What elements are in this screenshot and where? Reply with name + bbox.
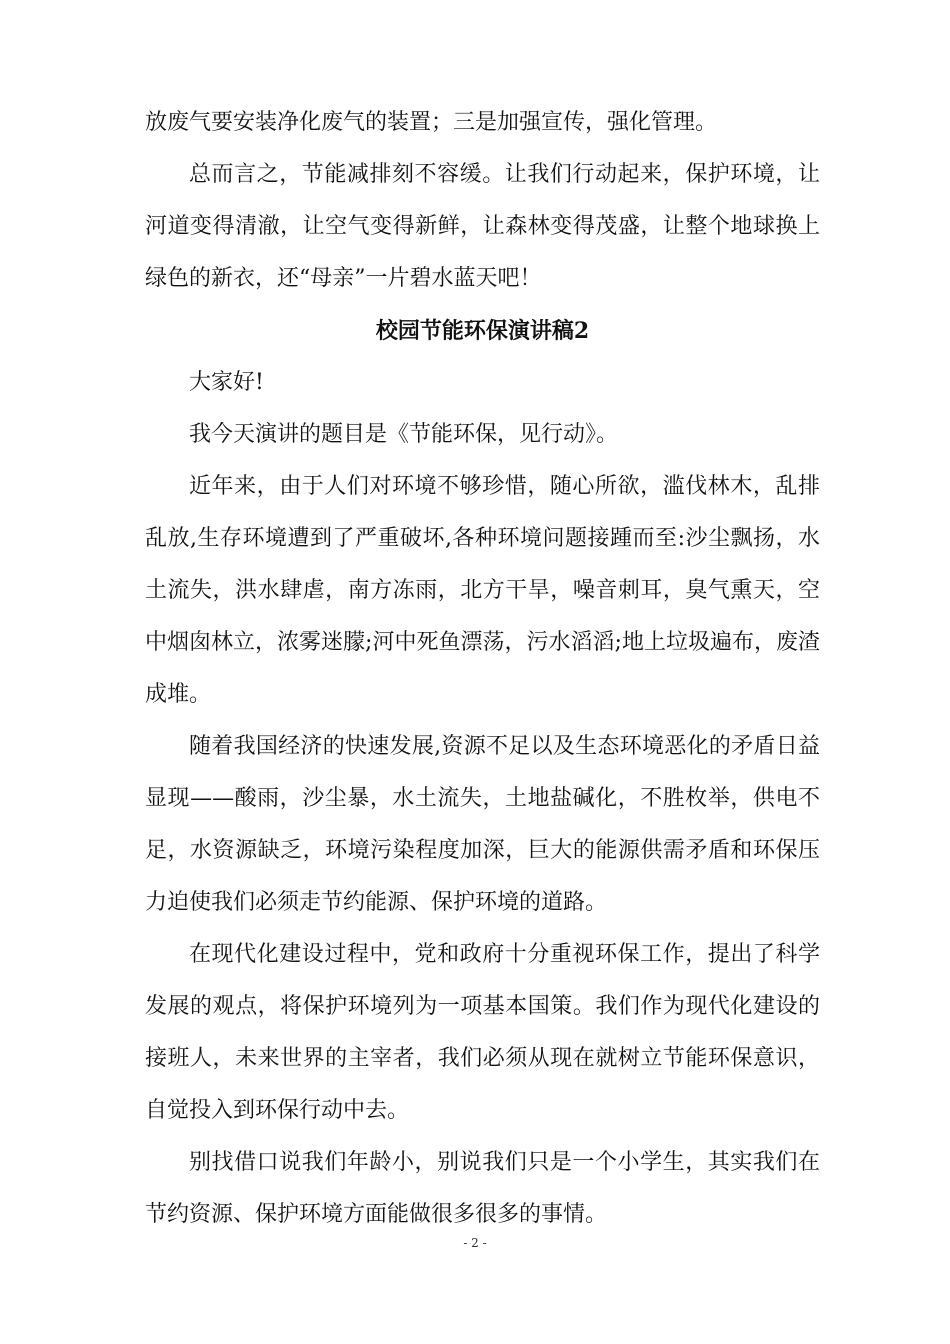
paragraph-conclusion: 总而言之，节能减排刻不容缓。让我们行动起来，保护环境，让河道变得清澈，让空气变得新鲜，让森林变得茂盛，让整个地球换上绿色的新衣，还“母亲”一片碧水蓝天吧！	[145, 162, 820, 291]
page-number: - 2 -	[463, 1236, 487, 1250]
paragraph-action: 别找借口说我们年龄小，别说我们只是一个小学生，其实我们在节约资源、保护环境方面能做很多很多的事情。	[145, 1150, 820, 1227]
document-body	[145, 97, 820, 1241]
paragraph-development: 随着我国经济的快速发展,资源不足以及生态环境恶化的矛盾日益显现——酸雨，沙尘暴，水土流失，土地盐碱化，不胜枚举，供电不足，水资源缺乏，环境污染程度加深，巨大的能源供需矛盾和环保压力迫使我们必须走节约能源、保护环境的道路。	[145, 734, 820, 915]
paragraph-policy: 在现代化建设过程中，党和政府十分重视环保工作，提出了科学发展的观点，将保护环境列为一项基本国策。我们作为现代化建设的接班人，未来世界的主宰者，我们必须从现在就树立节能环保意识，自觉投入到环保行动中去。	[145, 942, 820, 1123]
paragraph-problems: 近年来，由于人们对环境不够珍惜，随心所欲，滥伐林木，乱排乱放,生存环境遭到了严重破坏,各种环境问题接踵而至:沙尘飘扬，水土流失，洪水肆虐，南方冻雨，北方干旱，噪音刺耳，臭气熏天，空中烟囱林立，浓雾迷朦;河中死鱼漂荡，污水滔滔;地上垃圾遍布，废渣成堆。	[145, 474, 820, 707]
paragraph-continuation: 放废气要安装净化废气的装置；三是加强宣传，强化管理。	[145, 110, 718, 135]
paragraph-greeting: 大家好!	[189, 370, 264, 395]
section-heading: 校园节能环保演讲稿2	[375, 318, 590, 344]
paragraph-topic: 我今天演讲的题目是《节能环保，见行动》。	[189, 422, 619, 447]
